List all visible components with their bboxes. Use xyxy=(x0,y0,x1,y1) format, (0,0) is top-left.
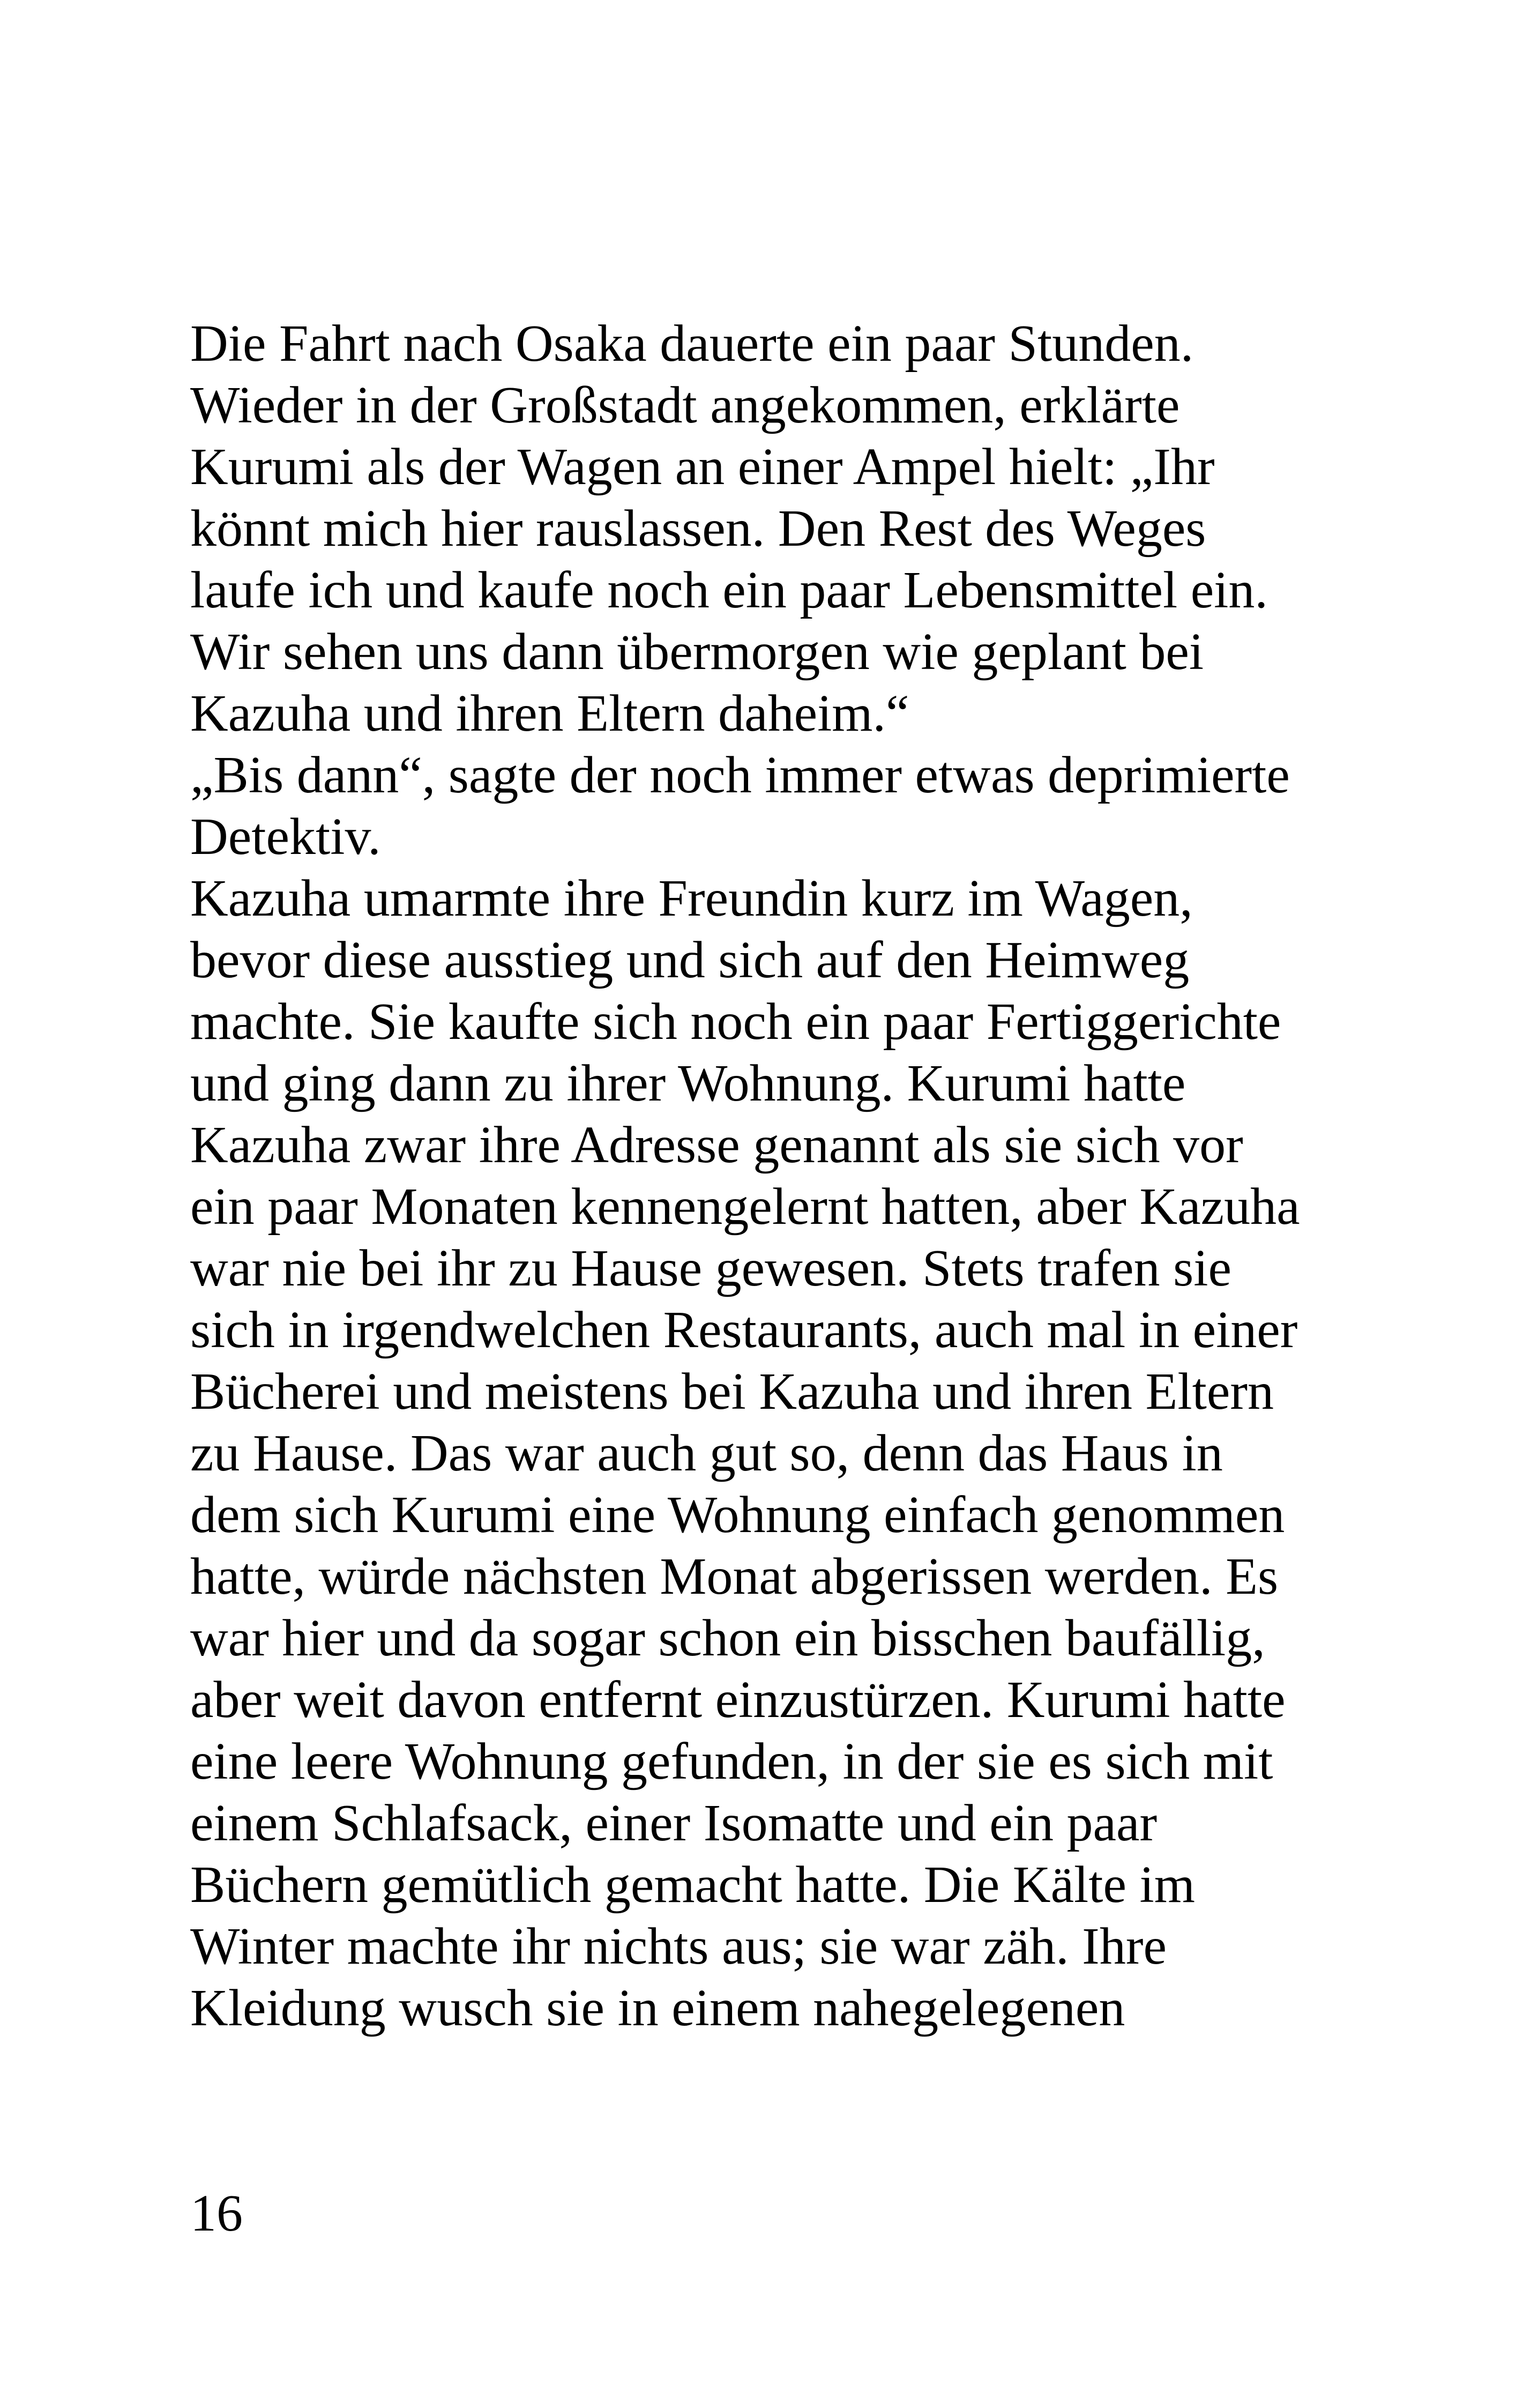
text-line: „Bis dann“, sagte der noch immer etwas deprimierte xyxy=(190,746,1290,804)
text-line: aber weit davon entfernt einzustürzen. Kurumi hatte xyxy=(190,1671,1286,1729)
text-line: Bücherei und meistens bei Kazuha und ihren Eltern xyxy=(190,1363,1274,1421)
text-line: bevor diese ausstieg und sich auf den Heimweg xyxy=(190,931,1190,989)
text-line: Wieder in der Großstadt angekommen, erklärte xyxy=(190,376,1180,434)
body-text xyxy=(190,313,1369,2039)
text-line: Kleidung wusch sie in einem nahegelegenen xyxy=(190,1979,1125,2037)
text-line: machte. Sie kaufte sich noch ein paar Fertiggerichte xyxy=(190,993,1281,1051)
text-line: hatte, würde nächsten Monat abgerissen werden. Es xyxy=(190,1548,1279,1606)
text-line: dem sich Kurumi eine Wohnung einfach genommen xyxy=(190,1486,1285,1544)
text-line: Kazuha und ihren Eltern daheim.“ xyxy=(190,685,909,742)
text-line: einem Schlafsack, einer Isomatte und ein paar xyxy=(190,1794,1158,1852)
text-line: zu Hause. Das war auch gut so, denn das Haus in xyxy=(190,1424,1223,1482)
text-line: sich in irgendwelchen Restaurants, auch mal in einer xyxy=(190,1301,1298,1359)
text-line: ein paar Monaten kennengelernt hatten, aber Kazuha xyxy=(190,1178,1300,1236)
text-line: Winter machte ihr nichts aus; sie war zäh. Ihre xyxy=(190,1918,1167,1975)
text-line: Kazuha umarmte ihre Freundin kurz im Wagen, xyxy=(190,869,1193,927)
text-line: Detektiv. xyxy=(190,808,381,866)
text-line: eine leere Wohnung gefunden, in der sie es sich mit xyxy=(190,1733,1273,1790)
page-number: 16 xyxy=(190,2184,243,2242)
text-line: Die Fahrt nach Osaka dauerte ein paar Stunden. xyxy=(190,315,1194,373)
text-line: Büchern gemütlich gemacht hatte. Die Kälte im xyxy=(190,1856,1195,1914)
text-line: und ging dann zu ihrer Wohnung. Kurumi hatte xyxy=(190,1054,1186,1112)
text-line: war hier und da sogar schon ein bisschen baufällig, xyxy=(190,1609,1265,1667)
text-line: Kazuha zwar ihre Adresse genannt als sie sich vor xyxy=(190,1116,1243,1174)
text-line: war nie bei ihr zu Hause gewesen. Stets trafen sie xyxy=(190,1239,1231,1297)
text-line: Kurumi als der Wagen an einer Ampel hielt: „Ihr xyxy=(190,438,1215,496)
text-line: laufe ich und kaufe noch ein paar Lebensmittel ein. xyxy=(190,561,1268,619)
text-line: Wir sehen uns dann übermorgen wie geplant bei xyxy=(190,623,1204,681)
text-line: könnt mich hier rauslassen. Den Rest des Weges xyxy=(190,500,1206,558)
